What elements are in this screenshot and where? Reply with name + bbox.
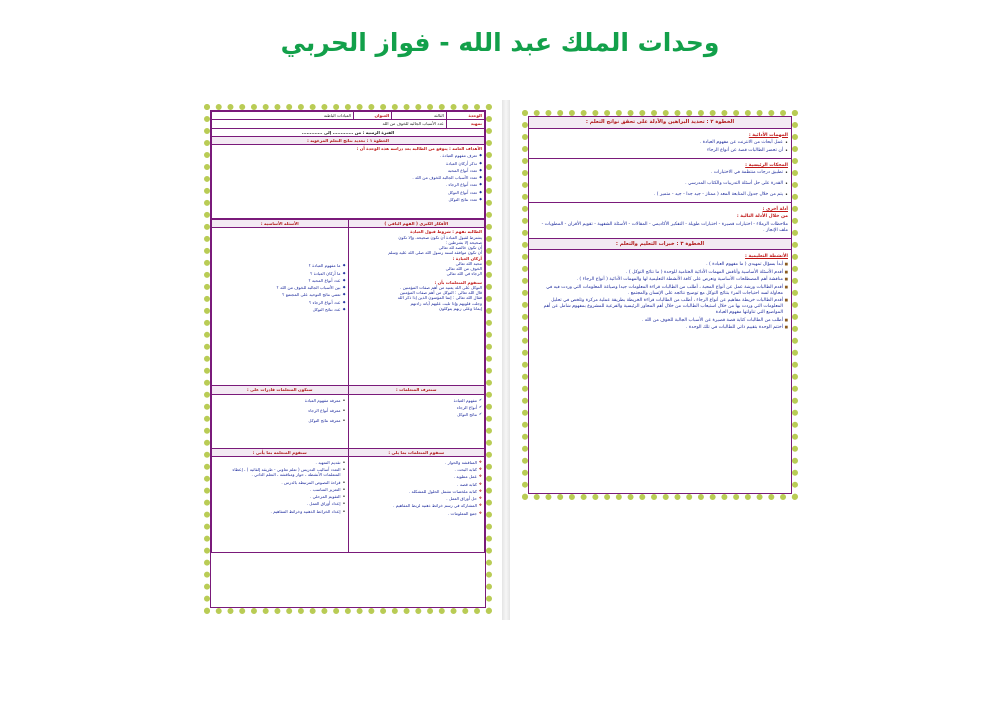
goal-item: ◆ تذكر أركان العبادة — [214, 161, 482, 166]
activity-item: ❖ المشاركة في رسم خرائط ذهنية لربط المفاهيم . — [351, 503, 483, 508]
activity-item: ❖ كتابة قصة . — [351, 482, 483, 487]
criteria-item: • تطبيق درجات منتظمة في الاختبارات . — [532, 170, 788, 176]
teaching-item: • تقديم التمهيد . — [214, 460, 346, 465]
skill-item: • معرفة مفهوم العبادة — [214, 398, 346, 403]
question-item: ◆ تعمي نتائج التوحيد على المجتمع ؟ — [214, 292, 346, 297]
learners-will-list — [351, 460, 483, 516]
main-title: المحكات الرئيسية : — [745, 162, 788, 168]
page-title: وحدات الملك عبد الله - فواز الحربي — [280, 28, 720, 57]
activity-item: ❖ كتابة ملخصات تشمل الحلول للمشكلة . — [351, 489, 483, 494]
big-idea-line: يشترط لقبول العبادة أن تكون صحيحة، وإلا تكون — [398, 234, 482, 240]
big-idea-line: أن تكون موافقة لسنة رسول الله صلى الله عليه وسلم — [388, 250, 482, 256]
acts-list — [532, 262, 788, 331]
activity-item: ❖ المناقشة والحوار . — [351, 460, 483, 465]
activity-item: ❖ كتابة البحث . — [351, 467, 483, 472]
skill-item: • معرفة أنواع الرجاء — [214, 408, 346, 413]
right-sheet-document — [528, 116, 792, 494]
question-item: ◆ عدد نتائج التوكل — [214, 307, 346, 312]
intro-value: عدد الأسباب الجالبة للخوف من الله — [212, 120, 447, 128]
learner-does-list — [214, 460, 346, 514]
big-idea-line: محبة الله تعالى — [455, 260, 482, 266]
learner-does-heading: ستقوم المتعلمة بما يأتي : — [212, 448, 349, 456]
question-item: ◆ ما أركان العبادة ؟ — [214, 271, 346, 276]
perf-item: • عمل أبحاث من الانترنت عن مفهوم العبادة . — [532, 140, 788, 146]
other-sub: من خلال الأدلة التالية : — [736, 214, 788, 220]
title-value: العبادات الباطنة — [212, 112, 354, 120]
main-criteria-section — [529, 159, 791, 203]
question-item: ◆ عدد أنواع المحبة ؟ — [214, 278, 346, 283]
acts-title: الأنشطة التعليمية : — [745, 254, 788, 260]
learners-will-heading: ستقوم المتعلمات بما يلي : — [348, 448, 485, 456]
step3-heading: الخطوة ٣ : خبرات التعليم والتعلم : — [529, 239, 791, 251]
big-idea-line: الرجاء في الله تعالى — [446, 271, 482, 277]
goal-item: ◆ تعدد أنواع المحبة — [214, 168, 482, 173]
title-label: العنوان — [353, 112, 391, 120]
other-evidence-section — [529, 203, 791, 239]
perf-item: • أن تحضر الطالبات قصة عن أنواع الرجاء — [532, 148, 788, 154]
knowledge-item: ✔ أنواع الرجاء — [351, 405, 483, 410]
goals-list — [214, 153, 482, 202]
activity-item: ❖ حل أوراق العمل . — [351, 496, 483, 501]
big-ideas-heading: الأفكار الكبرى ( الفهم الباقي ) — [348, 220, 485, 228]
header-table — [211, 111, 485, 219]
teaching-item: • قراءة النصوص المرتبطة بالدرس . — [214, 480, 346, 485]
essential-questions-list — [214, 263, 346, 312]
goal-item: ◆ تعدد أنواع الرجاء . — [214, 182, 482, 187]
big-idea-line: أن تكون خالصة لله تعالى — [438, 245, 482, 250]
page-divider — [502, 100, 510, 620]
big-idea-line: أركان العبادة : — [452, 255, 482, 261]
question-item: ◆ عدد أنواع الرجاء ؟ — [214, 300, 346, 305]
unit-value: الثالثة — [392, 112, 447, 120]
big-idea-line: الخوف من الله تعالى — [445, 266, 482, 271]
act-item: ■ أطلب من الطالبات كتابة قصة قصيرة عن الأسباب الجالبة للخوف من الله . — [532, 318, 788, 324]
act-item: ■ أختتم الوحدة بتقييم ذاتي للطالبات في تلك الوحدة . — [532, 325, 788, 331]
misconception-line: وجلت قلوبهم وإذا تليت عليهم آياته زادتهم — [410, 300, 482, 306]
criteria-item: • يتم من خلال جدول المتابعة المعد ( ممتاز - جيد جدا - جيد - متميز ) . — [532, 192, 788, 198]
step1-heading: الخطوة ١ : تحديد نتائج التعلم المرغوبة : — [212, 136, 485, 144]
perf-list — [532, 140, 788, 153]
skill-item: • معرفة نتائج التوكل — [214, 418, 346, 423]
right-sheet — [522, 110, 798, 500]
big-ideas-intro: الطالبة تفهم : شروط قبول العبادة — [410, 229, 482, 235]
knowledge-list — [351, 398, 483, 418]
misconception-line: التوكل على الله يعنيه من أهم صفات المؤمنين . — [400, 284, 482, 290]
goals-title: الأهداف العامة : يتوقع من الطالبة بعد دراسة هذه الوحدة أن : — [356, 146, 482, 151]
intro-label: تمهيد — [446, 120, 484, 128]
misconception-line: قال الله تعالى : التوكل من أهم صفات المؤمنين — [399, 290, 482, 295]
duration: الفترة الزمنية : من ............. إلى ............. — [212, 128, 485, 136]
act-item: ■ أقدم الطالبات ورشة عمل عن أنواع المحبة ، أطلب من الطالبات قراءة المعلومات جيدا وصياغة المعلومات التي وردت فيه في محاولة لسد احتياجات المرء بنتائج التوكل مع توضيح نتائجه على الإنسان والمجتمع . — [532, 285, 788, 296]
misconception-line: فقال الله تعالى : إنما المؤمنون الذين إذا ذكر الله — [397, 295, 482, 301]
goal-item: ◆ تعدد الأسباب الجالبة للخوف من الله . — [214, 175, 482, 180]
act-item: ■ أقدم الطالبات خريطة مفاهيم عن أنواع الرجاء ، أطلب من الطالبات قراءة الخريطة بطريقة عملية مركزة وتلخص في تحليل المعلومات التي وردت بها من خلال استيعاب الطالبات من خلال أهم المحاور الرئيسية والفرعية للمشروع بمفهوم شامل عن أهم المواضيع التي تناولتها مفهوم العبادة — [532, 298, 788, 315]
activities-section — [529, 250, 791, 335]
step2-heading: الخطوة ٢ : تحديد البراهين والأدلة على تحقق نواتج التعلم : — [529, 117, 791, 129]
goal-item: ◆ تعدد نتائج التوكل — [214, 197, 482, 202]
question-item: ◆ ما مفهوم العبادة ؟ — [214, 263, 346, 268]
knowledge-heading: ستعرف المتعلمات : — [348, 386, 485, 394]
left-sheet — [204, 104, 492, 614]
ideas-questions-table — [211, 219, 485, 553]
teaching-item: • التعزيز المناسب . — [214, 487, 346, 492]
teaching-item: • إعداد الخرائط الذهنية وخرائط المفاهيم . — [214, 509, 346, 514]
teaching-item: • إعداد أوراق العمل . — [214, 501, 346, 506]
teaching-item: • التقويم المرحلي . — [214, 494, 346, 499]
skills-list — [214, 398, 346, 424]
knowledge-item: ✔ مفهوم العبادة — [351, 398, 483, 403]
skills-heading: ستكون المتعلمات قادرات على : — [212, 386, 349, 394]
activity-item: ❖ عمل مطوية . — [351, 474, 483, 479]
act-item: ■ أقدم الأسئلة الأساسية وأناقش المهمات الأدائية الختامية للوحدة ( ما نتائج التوكل ) . — [532, 270, 788, 276]
question-item: ◆ بين الأسباب الجالبة للخوف من الله ؟ — [214, 285, 346, 290]
performance-tasks-section — [529, 129, 791, 159]
other-title: أدلة أخرى : — [762, 206, 788, 212]
big-idea-line: صحيحة إلا بشرطين : — [445, 239, 482, 245]
criteria-item: • القدرة على حل أسئلة التدريبات والكتاب المدرسي . — [532, 181, 788, 187]
unit-label: الوحدة — [446, 112, 484, 120]
knowledge-item: ✔ نتائج التوكل — [351, 412, 483, 417]
misconceptions-title: ستقوم المتعلمات بأن : — [434, 279, 482, 285]
act-item: ■ أبدأ بسؤال تمهيدي ( ما مفهوم العبادة ) . — [532, 262, 788, 268]
goal-item: ◆ تعدد أنواع التوكل — [214, 190, 482, 195]
misconception-line: إيمانا وعلى ربهم يتوكلون — [439, 305, 482, 311]
act-item: ■ مناقشة أهم المصطلحات الأساسية ونعرض على كافة الأنشطة التعليمية لها والمهمات الأدائية ( أنواع الرجاء ) . — [532, 277, 788, 283]
perf-title: المهمات الأدائية : — [748, 132, 788, 138]
left-sheet-document — [210, 110, 486, 608]
teaching-item: • التعدد أساليب التدريس ( تعلم تعاوني - طريقة إلقائية ) ، إعطاء المتعلمات الأنشطة ، حوار ومناقشة ، التعلم الذاتي . — [214, 467, 346, 478]
other-text: ملاحظات الزملاء - اختبارات قصيرة - اختبارات طويلة - التفكير الأكاديمي - المقالات - الأسئلة الشفهية - تقويم الأقران - المطويات - ملف الإنجاز . — [541, 222, 788, 233]
activity-item: ❖ جمع المعلومات . — [351, 511, 483, 516]
main-list — [532, 170, 788, 197]
goal-item: ◆ تعرف مفهوم العبادة . — [214, 153, 482, 158]
essential-questions-heading: الأسئلة الأساسية : — [212, 220, 349, 228]
